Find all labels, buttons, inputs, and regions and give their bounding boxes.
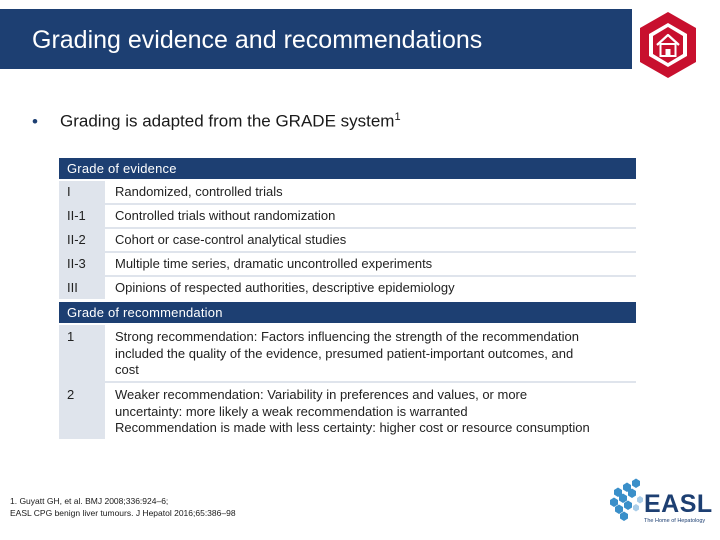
grade-cell: III [59,277,105,299]
footnote-ref: 1 [394,111,401,123]
grade-cell: II-1 [59,205,105,227]
footnotes [10,495,236,519]
description-line: uncertainty: more likely a weak recommendation is warranted [115,403,468,419]
grade-cell: 2 [59,383,105,439]
footnote-line: 1. Guyatt GH, et al. BMJ 2008;336:924–6; [10,496,169,506]
grade-cell: II-2 [59,229,105,251]
bullet-text: Grading is adapted from the GRADE system [60,111,395,131]
description-cell: Controlled trials without randomization [107,205,636,227]
grade-cell: 1 [59,325,105,381]
description-cell: Opinions of respected authorities, descriptive epidemiology [107,277,636,299]
page-title: Grading evidence and recommendations [32,26,483,54]
table-row [59,325,636,381]
description-line: cost [115,362,139,377]
table-row [59,181,636,203]
table-row [59,253,636,275]
recommendation-heading: Grade of recommendation [59,302,636,323]
slide-header [0,0,720,84]
description-line: included the quality of the evidence, presumed patient-important outcomes, and [115,345,574,361]
description-line: Strong recommendation: Factors influencing the strength of the recommendation [115,329,579,344]
grade-cell: II-3 [59,253,105,275]
easl-logo [606,476,713,532]
logo-tagline: The Home of Hepatology [644,518,706,524]
bullet-item [32,111,401,132]
evidence-heading: Grade of evidence [59,158,636,179]
table-row [59,277,636,299]
description-cell: Cohort or case-control analytical studies [107,229,636,251]
home-icon[interactable] [636,10,700,82]
bullet-marker: • [32,111,38,131]
grade-cell: I [59,181,105,203]
description-cell: Randomized, controlled trials [107,181,636,203]
footnote-line: EASL CPG benign liver tumours. J Hepatol 2016;65:386–98 [10,508,236,518]
description-line: Weaker recommendation: Variability in preferences and values, or more [115,387,528,402]
table-row [59,205,636,227]
description-cell [107,383,636,439]
logo-wordmark: EASL [644,490,713,518]
description-cell: Multiple time series, dramatic uncontrolled experiments [107,253,636,275]
table-row [59,229,636,251]
description-cell [107,325,636,381]
table-row [59,383,636,439]
description-line: Recommendation is made with less certainty: higher cost or resource consumption [115,420,590,435]
